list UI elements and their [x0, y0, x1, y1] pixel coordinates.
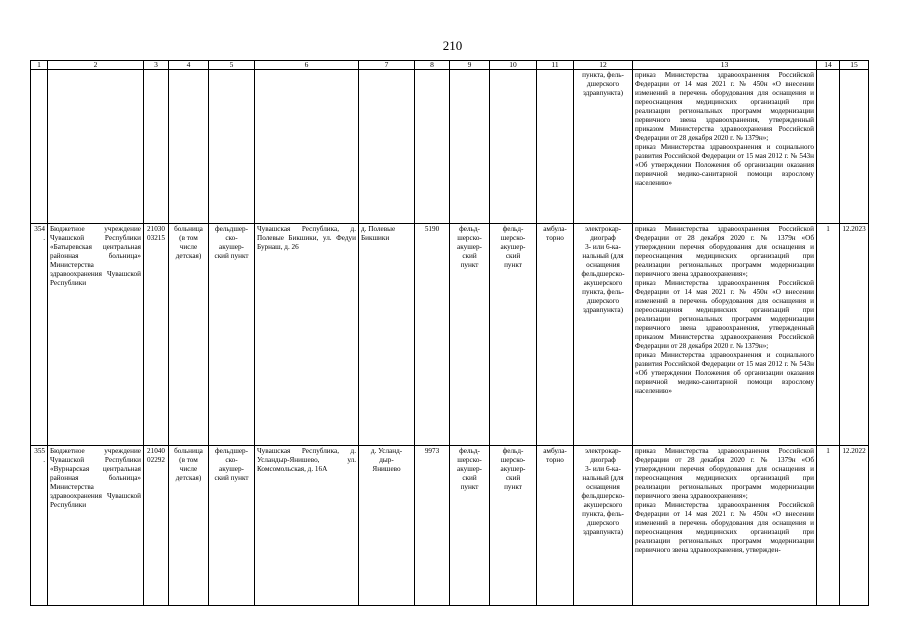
col-header-8: 8 [415, 61, 450, 70]
cell-locality: д. Усланд- дыр- Янишево [359, 446, 415, 606]
cell-organization: Бюджетное учреждение Чувашской Республики «Вурнарская центральная районная больница» Министерства здравоохранения Чувашской Республики [48, 446, 144, 606]
cell-row-number: 355. [31, 446, 48, 606]
col-header-2: 2 [48, 61, 144, 70]
cell-quantity: 1 [817, 446, 840, 606]
cell-type: больница (в том числе детская) [169, 224, 209, 446]
cell-col9: фельд- шерско- акушер- ский пункт [450, 224, 490, 446]
col-header-7: 7 [359, 61, 415, 70]
column-number-row [31, 61, 869, 70]
cell-care-form: амбула- торно [537, 446, 574, 606]
cell-code: 21030 03215 [144, 224, 169, 446]
cell-date: 12.2022 [840, 446, 869, 606]
cell-col10: фельд- шерско- акушер- ский пункт [490, 446, 537, 606]
cell-unit: фельдшер- ско- акушер- ский пункт [209, 224, 255, 446]
cell-regulation: приказ Министерства здравоохранения Российской Федерации от 28 декабря 2020 г. № 1379н «Об утверждении перечня оборудования для оснащения и переоснащения медицинских организаций при реализации региональных программ модернизации первичного звена здравоохранения»; приказ Министерства здравоохранения Российской Федерации от 14 мая 2021 г. № 450н «О внесении изменений в перечень оборудования для оснащения и переоснащения медицинских организаций при реализации региональных программ модернизации первичного звена здравоохранения, утвержден- [633, 446, 817, 606]
cell-address: Чувашская Республика, д. Полевые Бикшики, ул. Федуи Бурнаш, д. 26 [255, 224, 359, 446]
cell-regulation: приказ Министерства здравоохранения Российской Федерации от 28 декабря 2020 г. № 1379н «Об утверждении перечня оборудования для оснащения и переоснащения медицинских организаций при реализации региональных программ модернизации первичного звена здравоохранения»; приказ Министерства здравоохранения Российской Федерации от 14 мая 2021 г. № 450н «О внесении изменений в перечень оборудования для оснащения и переоснащения медицинских организаций при реализации региональных программ модернизации первичного звена здравоохранения, утвержденный приказом Министерства здравоохранения Российской Федерации от 28 декабря 2020 г. № 1379н»; приказ Министерства здравоохранения и социального развития Российской Федерации от 15 мая 2012 г. № 543н «Об утверждении Положения об организации оказания первичной медико-санитарной помощи взрослому населению» [633, 224, 817, 446]
cell-regulation-cont: приказ Министерства здравоохранения Российской Федерации от 14 мая 2021 г. № 450н «О внесении изменений в перечень оборудования для оснащения и переоснащения медицинских организаций при реализации региональных программ модернизации первичного звена здравоохранения, утвержденный приказом Министерства здравоохранения Российской Федерации от 28 декабря 2020 г. № 1379н»; приказ Министерства здравоохранения и социального развития Российской Федерации от 15 мая 2012 г. № 543н «Об утверждении Положения об организации оказания первичной медико-санитарной помощи взрослому населению» [633, 70, 817, 224]
cell-organization: Бюджетное учреждение Чувашской Республики «Батыревская центральная районная больница» Министерства здравоохранения Чувашской Республики [48, 224, 144, 446]
cell-locality: д. Полевые Бикшики [359, 224, 415, 446]
col-header-13: 13 [633, 61, 817, 70]
cell-equipment: электрокар- диограф 3- или 6-ка- нальный (для оснащения фельдшерско- акушерского пункта, фель- дшерского здравпункта) [574, 446, 633, 606]
cell-type: больница (в том числе детская) [169, 446, 209, 606]
cell-row-number: 354. [31, 224, 48, 446]
continuation-row [31, 70, 869, 224]
col-header-11: 11 [537, 61, 574, 70]
col-header-14: 14 [817, 61, 840, 70]
cell-care-form: амбула- торно [537, 224, 574, 446]
col-header-6: 6 [255, 61, 359, 70]
cell-date: 12.2023 [840, 224, 869, 446]
cell-population: 5190 [415, 224, 450, 446]
col-header-3: 3 [144, 61, 169, 70]
cell-col9: фельд- шерско- акушер- ский пункт [450, 446, 490, 606]
cell-population: 9973 [415, 446, 450, 606]
cell-equipment: электрокар- диограф 3- или 6-ка- нальный (для оснащения фельдшерско- акушерского пункта, фель- дшерского здравпункта) [574, 224, 633, 446]
cell-col10: фельд- шерско- акушер- ский пункт [490, 224, 537, 446]
cell-unit: фельдшер- ско- акушер- ский пункт [209, 446, 255, 606]
col-header-10: 10 [490, 61, 537, 70]
cell-quantity: 1 [817, 224, 840, 446]
table-row [31, 446, 869, 606]
col-header-5: 5 [209, 61, 255, 70]
col-header-12: 12 [574, 61, 633, 70]
registry-table [30, 60, 869, 606]
cell-equipment-cont: пункта, фель- дшерского здравпункта) [574, 70, 633, 224]
page-number: 210 [442, 38, 463, 53]
col-header-4: 4 [169, 61, 209, 70]
col-header-1: 1 [31, 61, 48, 70]
table-row [31, 224, 869, 446]
col-header-9: 9 [450, 61, 490, 70]
cell-code: 21040 02292 [144, 446, 169, 606]
col-header-15: 15 [840, 61, 869, 70]
cell-address: Чувашская Республика, д. Усландыр-Янишево, ул. Комсомольская, д. 16А [255, 446, 359, 606]
